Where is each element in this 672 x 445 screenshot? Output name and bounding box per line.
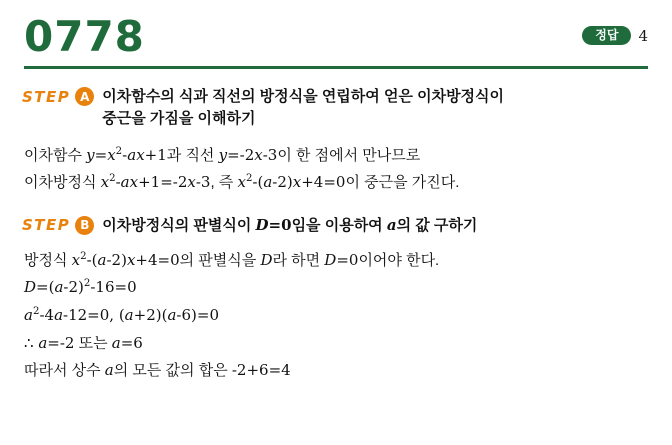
header-divider: [24, 66, 648, 69]
body-line: 방정식 $x^2-(a-2)x+4=0$의 판별식을 D라 하면 D=0이어야 한다.: [24, 250, 440, 269]
body-line: 따라서 상수 a의 모든 값의 합은 -2+6=4: [24, 361, 291, 380]
step-a-title-line2: 중근을 가짐을 이해하기: [102, 109, 256, 127]
step-a-title-line1: 이차함수의 식과 직선의 방정식을 연립하여 얻은 이차방정식이: [102, 88, 505, 105]
step-a-word: STEP: [22, 87, 71, 106]
body-line: $D=(a-2)^2-16=0$: [24, 278, 137, 297]
body-line: 이차방정식 $x^2-ax+1=-2x-3$, 즉 $x^2-(a-2)x+4=0$이 중근을 가진다.: [24, 173, 460, 192]
answer-badge: 정답: [582, 26, 631, 45]
step-a-badge: A: [75, 87, 94, 106]
problem-number: 0778: [24, 12, 145, 61]
step-b-body: [22, 247, 650, 385]
body-line: 이차함수 $y=x^2-ax+1$과 직선 y=-2x-3이 한 점에서 만나므로: [24, 145, 421, 164]
step-b-badge: B: [75, 216, 94, 235]
step-b-word: STEP: [22, 216, 71, 235]
answer-value: 4: [638, 26, 648, 45]
step-b: [22, 215, 650, 237]
step-a-tag: [22, 86, 94, 106]
answer-group: [582, 26, 648, 45]
step-b-tag: [22, 215, 94, 235]
step-b-title: 이차방정식의 판별식이 D=0임을 이용하여 a의 값 구하기: [102, 215, 478, 234]
body-line: $a^2-4a-12=0$, (a+2)(a-6)=0: [24, 306, 219, 324]
step-a-title: [102, 86, 504, 130]
body-line: ∴ a=-2 또는 a=6: [24, 333, 143, 352]
step-a: [22, 86, 650, 130]
step-a-body: [22, 142, 650, 197]
page-header: [22, 0, 650, 68]
